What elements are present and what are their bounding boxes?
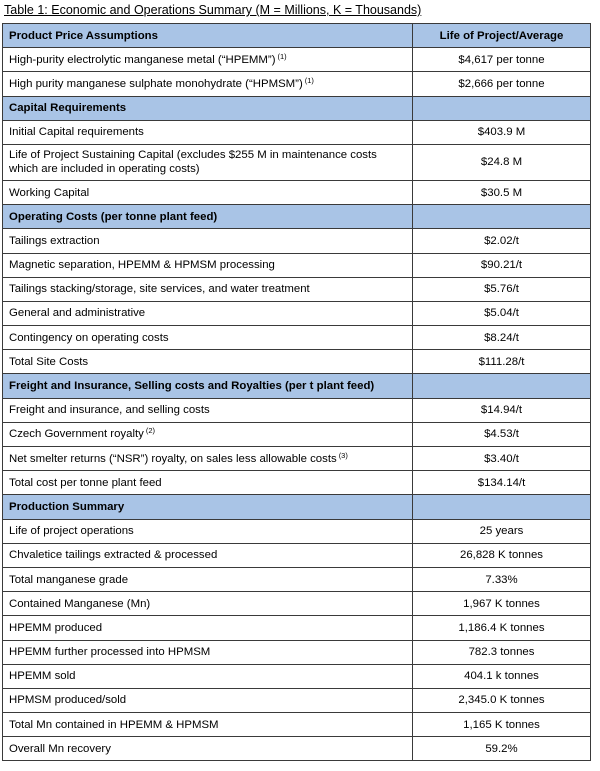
row-label: Working Capital <box>9 186 90 199</box>
table-row <box>3 398 591 422</box>
row-label: Operating Costs (per tonne plant feed) <box>9 210 218 223</box>
row-label: Capital Requirements <box>9 102 127 115</box>
table-row <box>3 688 591 712</box>
section-title <box>3 205 413 229</box>
table-row <box>3 144 591 180</box>
row-value: $5.04/t <box>413 301 591 325</box>
table-row <box>3 326 591 350</box>
row-label-cell <box>3 447 413 471</box>
row-value: $24.8 M <box>413 144 591 180</box>
row-label: HPEMM further processed into HPMSM <box>9 646 211 659</box>
row-label-cell <box>3 144 413 180</box>
footnote-ref: (1) <box>277 51 287 61</box>
row-label: Magnetic separation, HPEMM & HPMSM processing <box>9 259 275 272</box>
row-label-cell <box>3 543 413 567</box>
row-label: Contingency on operating costs <box>9 331 169 344</box>
row-label-cell <box>3 301 413 325</box>
row-value: 26,828 K tonnes <box>413 543 591 567</box>
row-value: $4.53/t <box>413 422 591 446</box>
footnote-ref: (2) <box>145 426 156 436</box>
header-value: Life of Project/Average <box>413 24 591 48</box>
row-label-cell <box>3 72 413 96</box>
table-row <box>3 277 591 301</box>
row-label: Freight and insurance, and selling costs <box>9 404 210 417</box>
row-value: $2.02/t <box>413 229 591 253</box>
row-value: 7.33% <box>413 567 591 591</box>
row-label: Life of project operations <box>9 525 134 538</box>
table-row <box>3 616 591 640</box>
row-label-cell <box>3 737 413 761</box>
row-label-cell <box>3 567 413 591</box>
row-label: Total Mn contained in HPEMM & HPMSM <box>9 718 219 731</box>
table-row <box>3 72 591 96</box>
row-value: $5.76/t <box>413 277 591 301</box>
table-row <box>3 737 591 761</box>
table-row <box>3 471 591 495</box>
row-value: 2,345.0 K tonnes <box>413 688 591 712</box>
row-label: Overall Mn recovery <box>9 742 111 755</box>
table-row <box>3 664 591 688</box>
row-label: Total Site Costs <box>9 355 89 368</box>
table-row <box>3 253 591 277</box>
row-value: 782.3 tonnes <box>413 640 591 664</box>
table-row <box>3 180 591 204</box>
row-label-cell <box>3 616 413 640</box>
row-label: HPEMM sold <box>9 670 76 683</box>
row-value: 1,186.4 K tonnes <box>413 616 591 640</box>
row-value: 59.2% <box>413 737 591 761</box>
row-label: Contained Manganese (Mn) <box>9 597 151 610</box>
row-label: Initial Capital requirements <box>9 126 144 139</box>
row-value: $3.40/t <box>413 447 591 471</box>
row-value: $134.14/t <box>413 471 591 495</box>
footnote-ref: (3) <box>338 450 348 460</box>
row-label-cell <box>3 326 413 350</box>
row-value: 1,967 K tonnes <box>413 592 591 616</box>
row-label-cell <box>3 640 413 664</box>
economic-summary-table <box>2 23 591 761</box>
section-header-row <box>3 205 591 229</box>
table-row <box>3 543 591 567</box>
row-label-cell <box>3 471 413 495</box>
section-header-row <box>3 495 591 519</box>
table-row <box>3 48 591 72</box>
row-label: Life of Project Sustaining Capital (excludes $255 M in maintenance costs which are included in operating costs) <box>9 149 377 176</box>
table-row <box>3 447 591 471</box>
row-label-cell <box>3 229 413 253</box>
row-label-cell <box>3 713 413 737</box>
row-value: $4,617 per tonne <box>413 48 591 72</box>
section-header-row <box>3 96 591 120</box>
row-value: 25 years <box>413 519 591 543</box>
row-value: $403.9 M <box>413 120 591 144</box>
row-label-cell <box>3 592 413 616</box>
row-value: 404.1 k tonnes <box>413 664 591 688</box>
row-value: $14.94/t <box>413 398 591 422</box>
row-label-cell <box>3 422 413 446</box>
row-label-cell <box>3 350 413 374</box>
table-row <box>3 519 591 543</box>
row-value: $111.28/t <box>413 350 591 374</box>
table-row <box>3 713 591 737</box>
table-row <box>3 592 591 616</box>
row-label: General and administrative <box>9 307 146 320</box>
section-title <box>3 495 413 519</box>
table-row <box>3 422 591 446</box>
row-value: 1,165 K tonnes <box>413 713 591 737</box>
row-label: Total cost per tonne plant feed <box>9 476 162 489</box>
section-value-cell <box>413 374 591 398</box>
row-label-cell <box>3 688 413 712</box>
section-title <box>3 96 413 120</box>
row-label-cell <box>3 48 413 72</box>
row-label: HPMSM produced/sold <box>9 694 127 707</box>
header-label: Product Price Assumptions <box>3 24 413 48</box>
table-row <box>3 640 591 664</box>
table-row <box>3 120 591 144</box>
row-value: $8.24/t <box>413 326 591 350</box>
row-label-cell <box>3 277 413 301</box>
section-header-row <box>3 374 591 398</box>
row-label-cell <box>3 519 413 543</box>
row-label-cell <box>3 398 413 422</box>
table-caption: Table 1: Economic and Operations Summary (M = Millions, K = Thousands) <box>4 3 422 17</box>
table-body <box>3 24 591 761</box>
row-label: Net smelter returns (“NSR”) royalty, on sales less allowable costs <box>9 452 337 465</box>
row-label: Chvaletice tailings extracted & processed <box>9 549 218 562</box>
row-label-cell <box>3 253 413 277</box>
footnote-ref: (1) <box>304 75 314 85</box>
row-label-cell <box>3 664 413 688</box>
section-value-cell <box>413 96 591 120</box>
table-row <box>3 567 591 591</box>
row-label: HPEMM produced <box>9 621 103 634</box>
row-value: $2,666 per tonne <box>413 72 591 96</box>
section-value-cell <box>413 495 591 519</box>
table-row <box>3 350 591 374</box>
row-label-cell <box>3 120 413 144</box>
section-value-cell <box>413 205 591 229</box>
row-value: $90.21/t <box>413 253 591 277</box>
row-label: High-purity electrolytic manganese metal (“HPEMM”) <box>9 53 276 66</box>
row-label: Production Summary <box>9 500 125 513</box>
table-header-row <box>3 24 591 48</box>
row-label: High purity manganese sulphate monohydrate (“HPMSM”) <box>9 77 303 90</box>
table-row <box>3 229 591 253</box>
row-label: Tailings extraction <box>9 234 100 247</box>
row-label: Czech Government royalty <box>9 428 144 441</box>
row-label: Total manganese grade <box>9 573 129 586</box>
row-value: $30.5 M <box>413 180 591 204</box>
row-label: Tailings stacking/storage, site services, and water treatment <box>9 283 310 296</box>
table-row <box>3 301 591 325</box>
row-label-cell <box>3 180 413 204</box>
section-title <box>3 374 413 398</box>
row-label: Freight and Insurance, Selling costs and Royalties (per t plant feed) <box>9 380 375 393</box>
